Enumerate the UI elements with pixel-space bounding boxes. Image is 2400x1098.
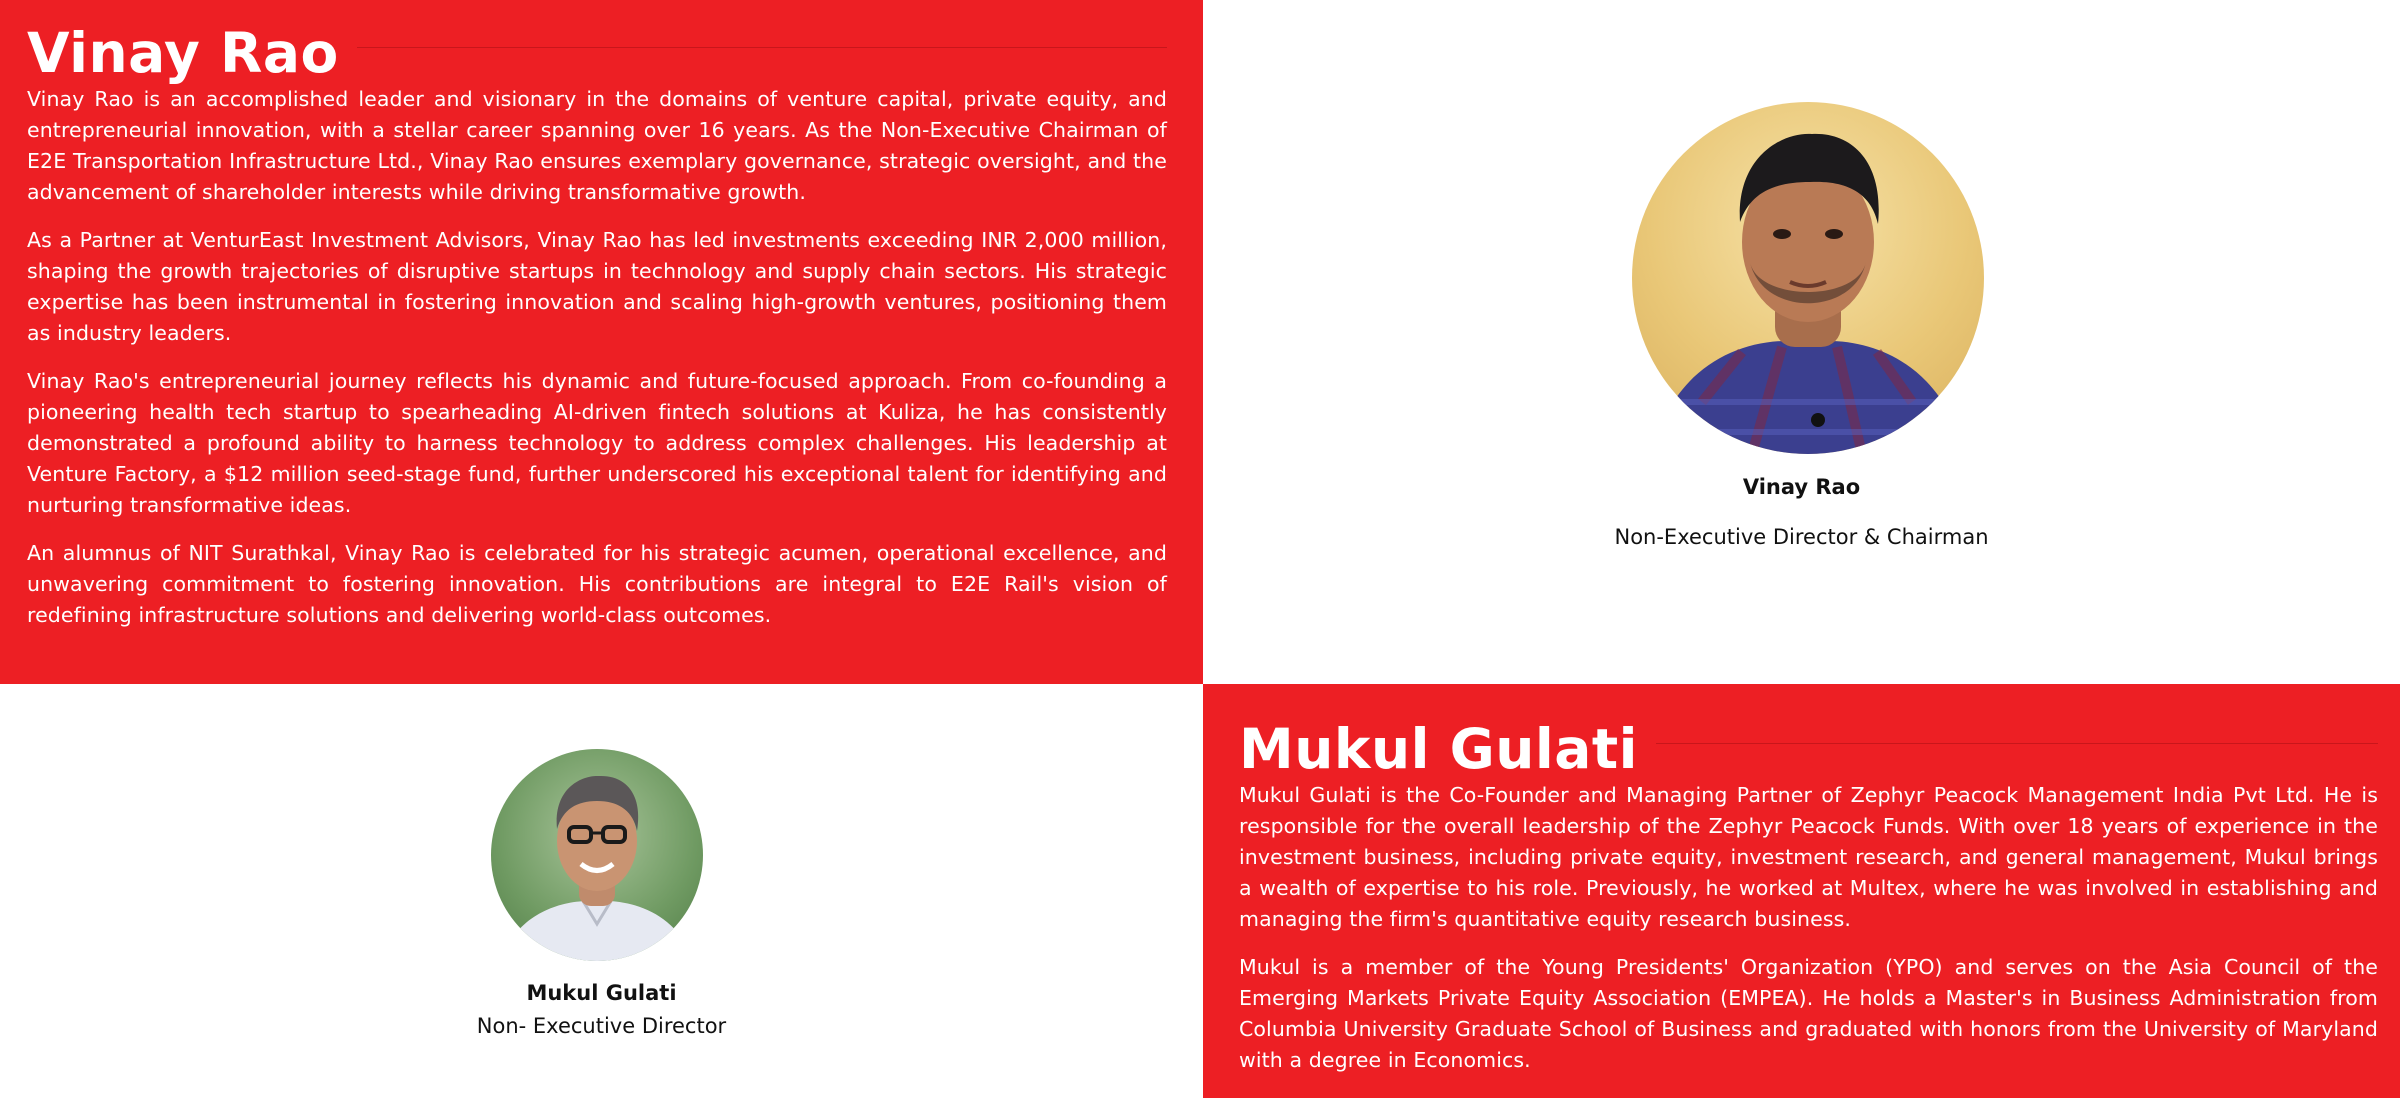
mukul-profile-card [0, 684, 1203, 1098]
mukul-bio-text [1239, 780, 2378, 1076]
mukul-bio-paragraph-2: Mukul is a member of the Young Presidents' Organization (YPO) and serves on the Asia Council of the Emerging Markets Private Equity Association (EMPEA). He holds a Master's in Business Administration from Columbia University Graduate School of Business and graduated with honors from the University of Maryland with a degree in Economics. [1239, 955, 2378, 1072]
mukul-bio-panel [1203, 684, 2400, 1098]
title-divider [1656, 743, 2378, 744]
vinay-avatar [1632, 102, 1984, 454]
mukul-bio-paragraph-1: Mukul Gulati is the Co-Founder and Managing Partner of Zephyr Peacock Management India Pvt Ltd. He is responsible for the overall leadership of the Zephyr Peacock Funds. With over 18 years of experience in the investment business, including private equity, investment research, and general management, Mukul brings a wealth of expertise to his role. Previously, he worked at Multex, where he was involved in establishing and managing the firm's quantitative equity research business. [1239, 783, 2378, 931]
title-divider [357, 47, 1167, 48]
mukul-heading: Mukul Gulati [1239, 717, 1639, 781]
vinay-card-name: Vinay Rao [1742, 475, 1861, 499]
vinay-heading: Vinay Rao [27, 21, 339, 85]
vinay-bio-paragraph-4: An alumnus of NIT Surathkal, Vinay Rao is celebrated for his strategic acumen, operational excellence, and unwavering commitment to fostering innovation. His contributions are integral to E2E Rail's vision of redefining infrastructure solutions and delivering world-class outcomes. [27, 541, 1167, 627]
vinay-profile-card [1203, 0, 2400, 684]
vinay-bio-panel [0, 0, 1203, 684]
mukul-card-name: Mukul Gulati [526, 981, 677, 1005]
vinay-bio-paragraph-3: Vinay Rao's entrepreneurial journey reflects his dynamic and future-focused approach. From co-founding a pioneering health tech startup to spearheading AI-driven fintech solutions at Kuliza, he has consistently demonstrated a profound ability to harness technology to address complex challenges. His leadership at Venture Factory, a $12 million seed-stage fund, further underscored his exceptional talent for identifying and nurturing transformative ideas. [27, 369, 1167, 517]
mukul-title-row [1239, 718, 2378, 780]
vinay-portrait-illustration [1632, 102, 1984, 454]
vinay-title-row [27, 22, 1167, 84]
mukul-portrait-illustration [491, 749, 703, 961]
vinay-bio-text [27, 84, 1167, 631]
mukul-card-role: Non- Executive Director [476, 1014, 727, 1038]
vinay-bio-paragraph-1: Vinay Rao is an accomplished leader and visionary in the domains of venture capital, private equity, and entrepreneurial innovation, with a stellar career spanning over 16 years. As the Non-Executive Chairman of E2E Transportation Infrastructure Ltd., Vinay Rao ensures exemplary governance, strategic oversight, and the advancement of shareholder interests while driving transformative growth. [27, 87, 1167, 204]
mukul-avatar [491, 749, 703, 961]
vinay-card-role: Non-Executive Director & Chairman [1614, 525, 1989, 549]
vinay-bio-paragraph-2: As a Partner at VenturEast Investment Advisors, Vinay Rao has led investments exceeding INR 2,000 million, shaping the growth trajectories of disruptive startups in technology and supply chain sectors. His strategic expertise has been instrumental in fostering innovation and scaling high-growth ventures, positioning them as industry leaders. [27, 228, 1167, 345]
